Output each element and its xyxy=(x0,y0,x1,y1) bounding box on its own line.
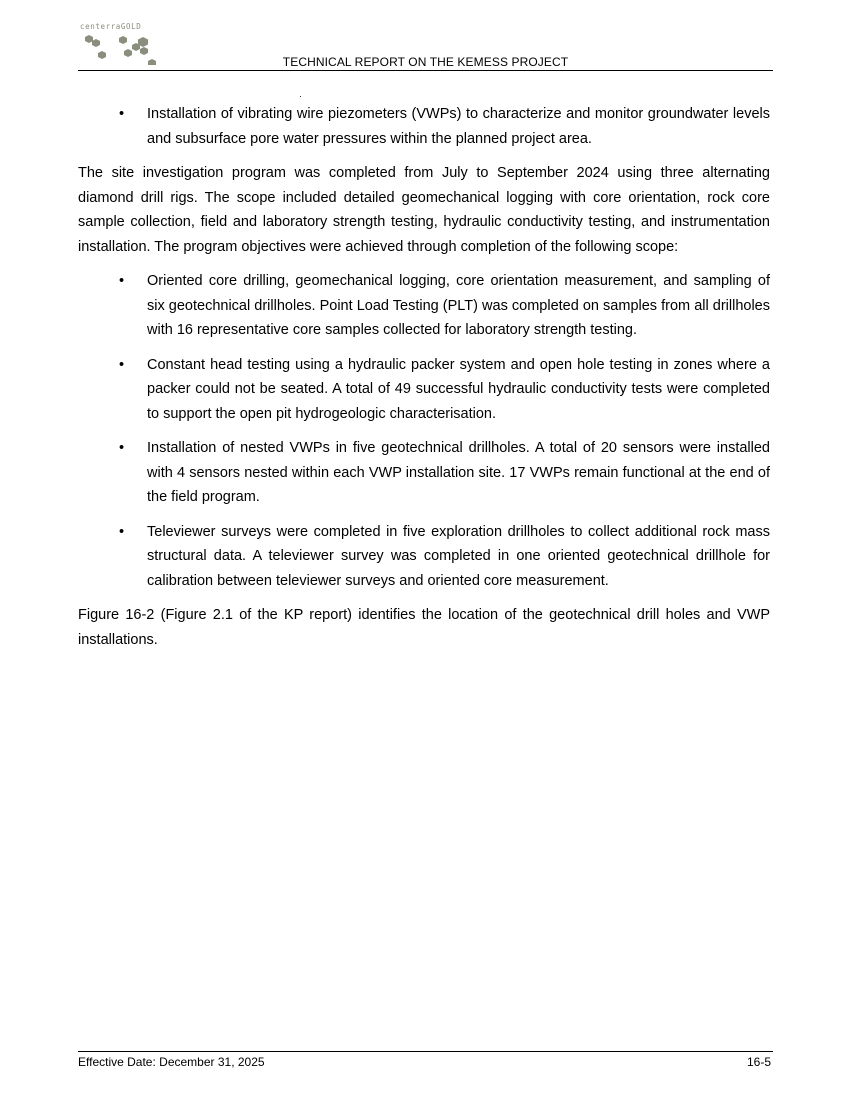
bullet-item xyxy=(119,353,770,427)
bullet-item xyxy=(119,436,770,510)
paragraph-figure-reference: Figure 16-2 (Figure 2.1 of the KP report) identifies the location of the geotechnical drill holes and VWP installations. xyxy=(78,607,770,648)
bullet-item xyxy=(119,520,770,594)
bullet-icon: • xyxy=(119,356,125,373)
bullet-text: Installation of vibrating wire piezometers (VWPs) to characterize and monitor groundwater levels and subsurface pore water pressures within the planned project area. xyxy=(147,106,770,147)
bullet-text: Installation of nested VWPs in five geotechnical drillholes. A total of 20 sensors were installed with 4 sensors nested within each VWP installation site. 17 VWPs remain functional at the end of the field program. xyxy=(147,440,770,505)
scan-speck xyxy=(300,96,301,97)
paragraph-site-investigation: The site investigation program was completed from July to September 2024 using three alternating diamond drill rigs. The scope included detailed geomechanical logging with core orientation, rock core sample collection, field and laboratory strength testing, hydraulic conductivity testing, and instrumentation installation. The program objectives were achieved through completion of the following scope: xyxy=(78,165,770,255)
scope-bullet-list xyxy=(78,269,770,593)
bullet-text: Constant head testing using a hydraulic packer system and open hole testing in zones where a packer could not be seated. A total of 49 successful hydraulic conductivity tests were completed to support the open pit hydrogeologic characterisation. xyxy=(147,356,770,422)
bullet-icon: • xyxy=(119,440,125,456)
header-divider xyxy=(78,70,773,71)
bullet-text: Televiewer surveys were completed in five exploration drillholes to collect additional rock mass structural data. A televiewer survey was completed in one oriented geotechnical drillhole for calibration between televiewer surveys and oriented core measurement. xyxy=(147,523,770,589)
page-number: 16-5 xyxy=(746,1055,771,1069)
bullet-icon: • xyxy=(119,106,125,122)
logo-wordmark: centerraGOLD xyxy=(80,22,142,31)
bullet-icon: • xyxy=(119,273,125,289)
effective-date: Effective Date: December 31, 2025 xyxy=(78,1055,265,1069)
intro-bullet-list xyxy=(78,102,770,151)
bullet-icon: • xyxy=(119,523,125,540)
report-title: TECHNICAL REPORT ON THE KEMESS PROJECT xyxy=(282,55,569,69)
bullet-item xyxy=(119,102,770,151)
bullet-item xyxy=(119,269,770,343)
footer-divider xyxy=(78,1051,773,1052)
report-body xyxy=(78,102,770,662)
bullet-text: Oriented core drilling, geomechanical logging, core orientation measurement, and sampling of six geotechnical drillholes. Point Load Testing (PLT) was completed on samples from all drillholes with 16 representative core samples collected for laboratory strength testing. xyxy=(147,273,770,338)
